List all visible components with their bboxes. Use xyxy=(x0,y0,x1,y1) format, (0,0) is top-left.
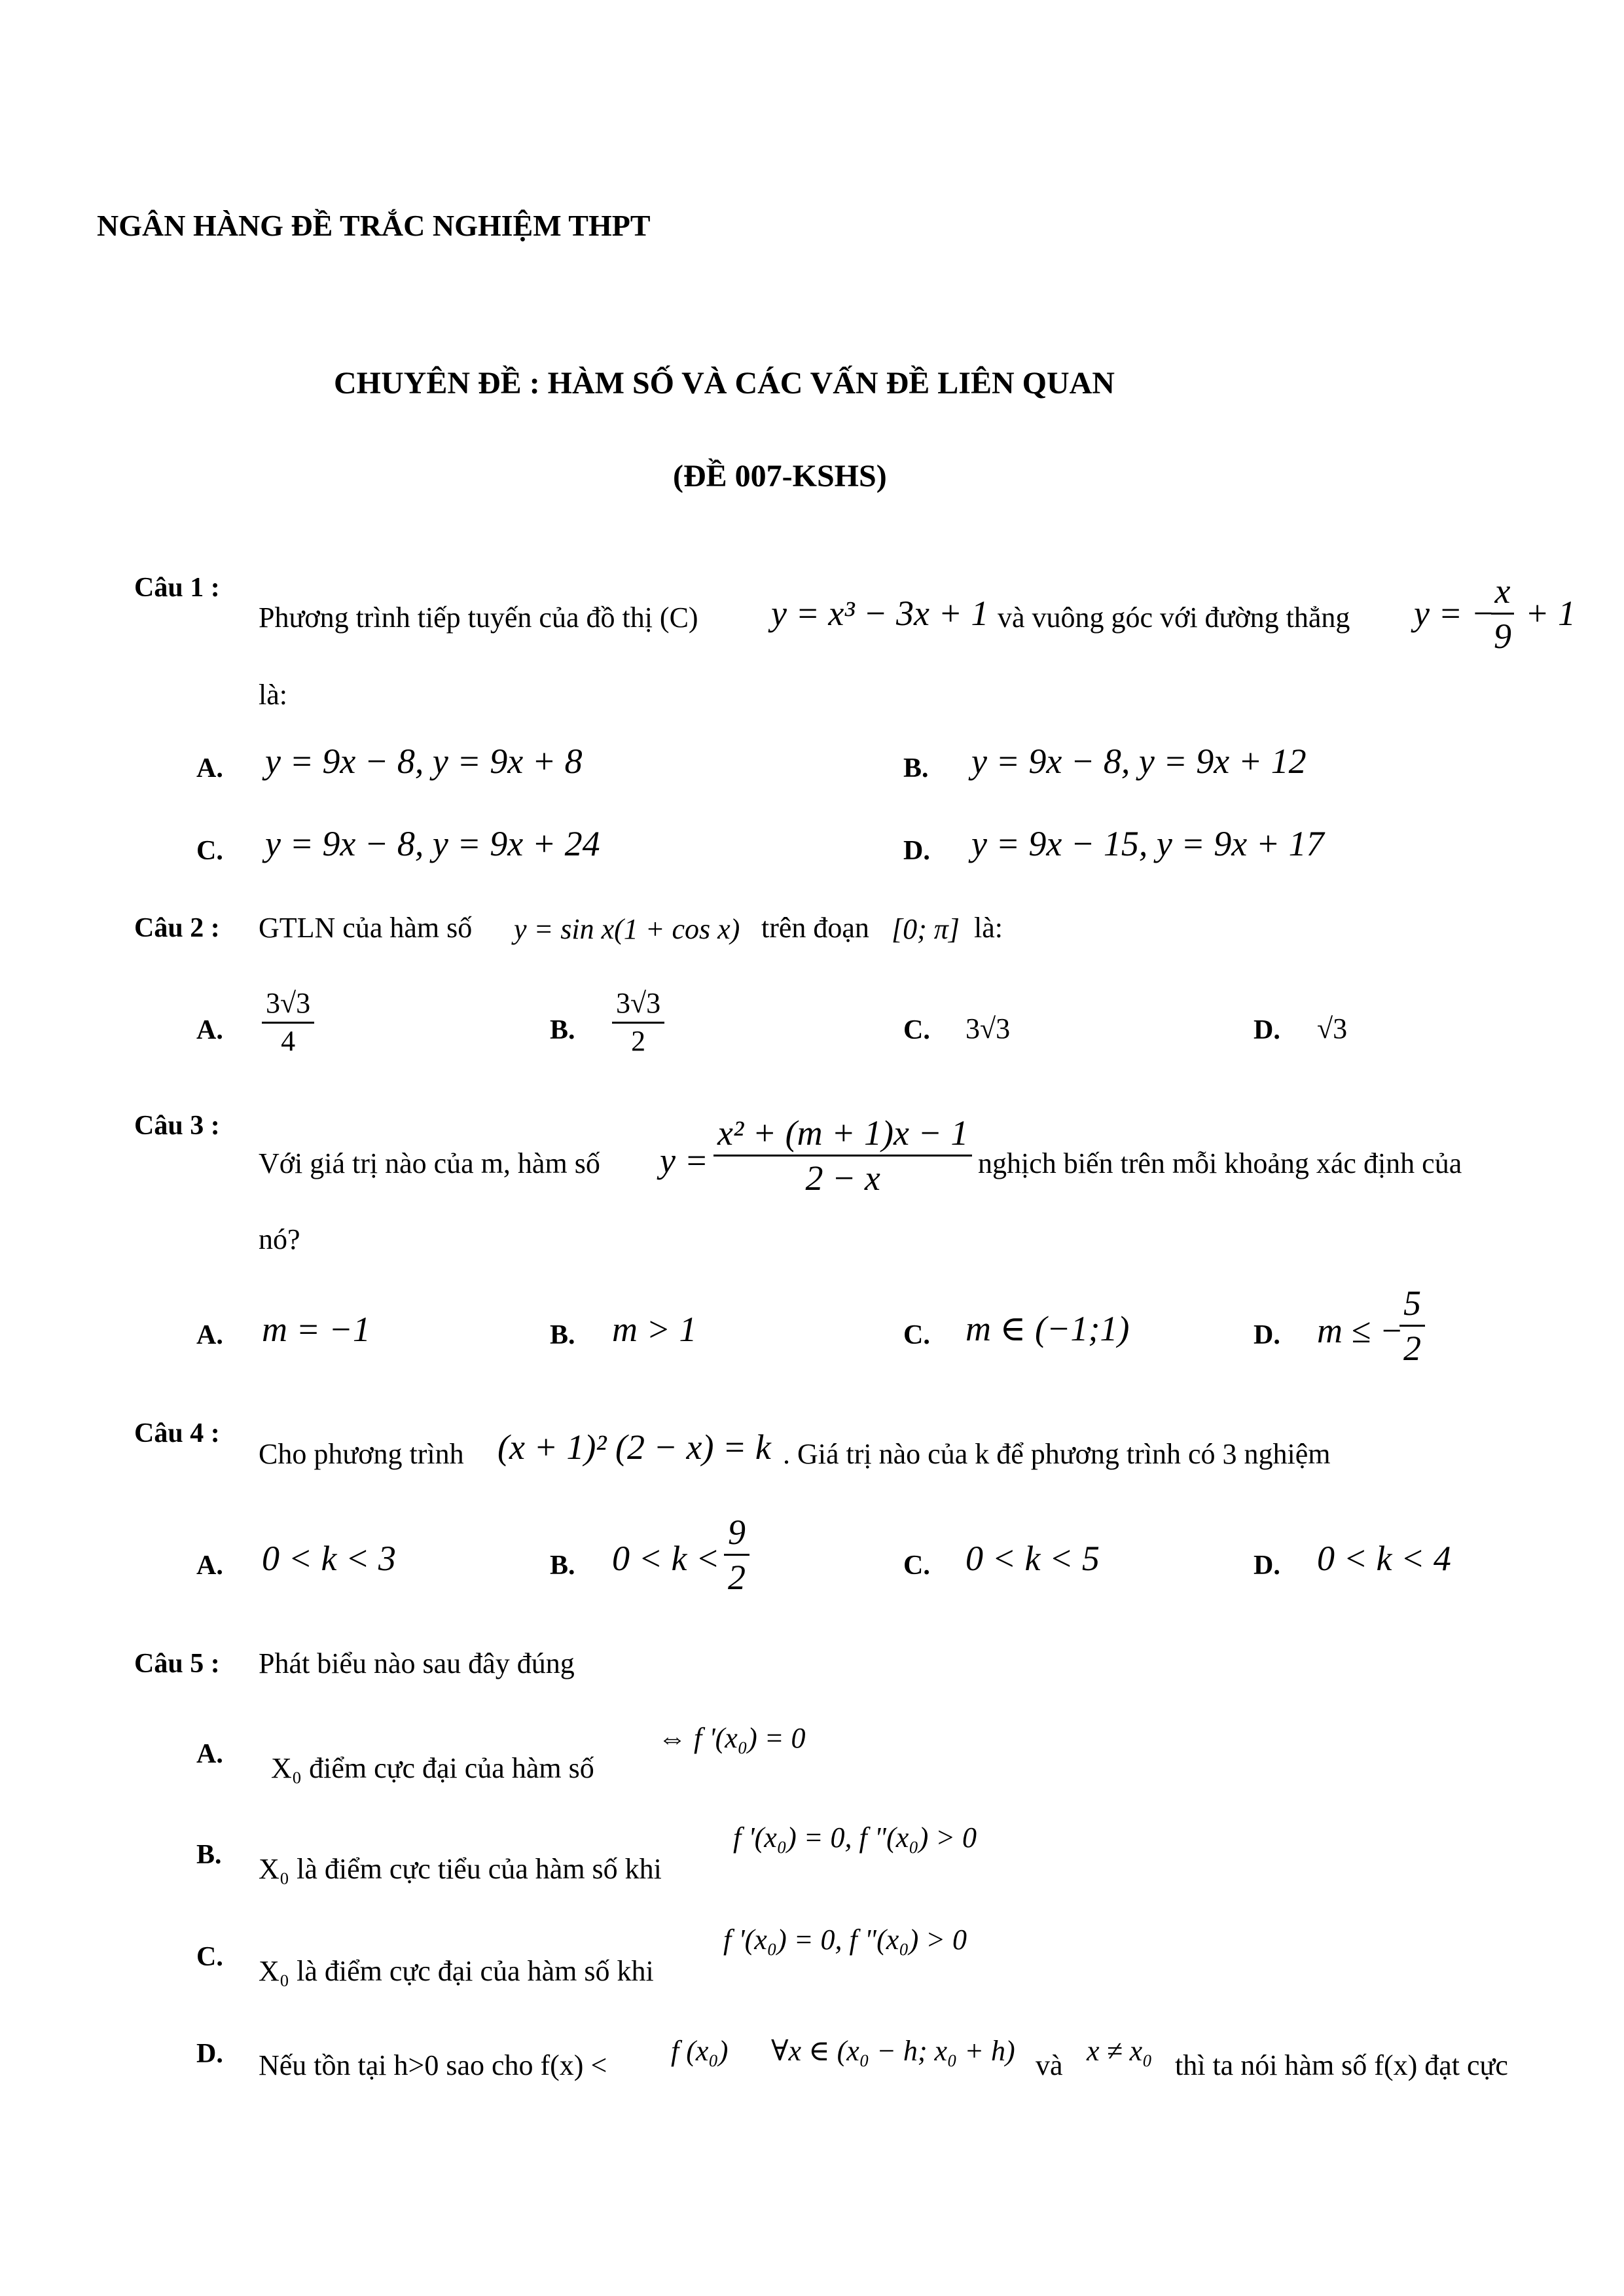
q5-option-d-f3: x ≠ x₀ xyxy=(1087,2035,1153,2067)
q1-text-c: là: xyxy=(259,679,287,711)
q5-option-a-text: X₀ điểm cực đại của hàm số xyxy=(271,1752,594,1784)
q1-line-lhs: y = − xyxy=(1414,594,1495,633)
q5-option-b-label: B. xyxy=(196,1840,222,1870)
q2-option-d: √3 xyxy=(1317,1013,1348,1045)
q4-label: Câu 4 : xyxy=(134,1418,220,1448)
q3-option-d-label: D. xyxy=(1254,1320,1280,1350)
q1-option-b-label: B. xyxy=(903,753,929,783)
q2-text-c: là: xyxy=(974,912,1003,944)
q4-option-b-label: B. xyxy=(550,1551,575,1581)
q4-text-b: . Giá trị nào của k để phương trình có 3 nghiệm xyxy=(783,1438,1331,1470)
q1-option-a-label: A. xyxy=(196,753,223,783)
q3-y-eq: y = xyxy=(660,1141,708,1180)
q3-fraction: $\frac{\text{x² + (m + 1)x − 1}}{2 - x}$ xyxy=(713,1113,972,1198)
q2-text-b: trên đoạn xyxy=(761,912,869,944)
q1-option-c-label: C. xyxy=(196,836,223,866)
q5-option-b-text: X₀ là điểm cực tiểu của hàm số khi xyxy=(259,1853,662,1885)
q1-option-a: y = 9x − 8, y = 9x + 8 xyxy=(265,742,583,781)
q3-text-b: nghịch biến trên mỗi khoảng xác định của xyxy=(978,1147,1462,1179)
q1-option-c: y = 9x − 8, y = 9x + 24 xyxy=(265,824,600,863)
q5-option-d-label: D. xyxy=(196,2039,223,2069)
q4-option-d-label: D. xyxy=(1254,1551,1280,1581)
q3-text-a: Với giá trị nào của m, hàm số xyxy=(259,1147,600,1179)
topic-title: CHUYÊN ĐỀ : HÀM SỐ VÀ CÁC VẤN ĐỀ LIÊN QUAN xyxy=(334,366,1115,401)
q3-option-b-label: B. xyxy=(550,1320,575,1350)
q1-line-frac: $\frac{x}{9}$ xyxy=(1490,571,1515,656)
q3-option-c-label: C. xyxy=(903,1320,930,1350)
q3-option-c: m ∈ (−1;1) xyxy=(965,1309,1130,1348)
exam-code: (ĐỀ 007-KSHS) xyxy=(673,459,887,493)
q2-option-c: 3√3 xyxy=(965,1013,1011,1045)
q1-label: Câu 1 : xyxy=(134,573,220,603)
q5-option-a-label: A. xyxy=(196,1739,223,1769)
q3-option-a-label: A. xyxy=(196,1320,223,1350)
q5-option-d-f1: f (x₀) xyxy=(671,2035,729,2067)
bank-title: NGÂN HÀNG ĐỀ TRẮC NGHIỆM THPT xyxy=(97,209,651,242)
q2-option-b: $\frac{3√3}{2}$ xyxy=(612,987,664,1058)
q2-option-a-label: A. xyxy=(196,1015,223,1045)
q4-text-a: Cho phương trình xyxy=(259,1438,464,1470)
q3-option-a: m = −1 xyxy=(262,1310,370,1349)
q4-option-c-label: C. xyxy=(903,1551,930,1581)
q3-option-d-frac: $\frac{5}{2}$ xyxy=(1399,1283,1425,1369)
q5-text: Phát biểu nào sau đây đúng xyxy=(259,1647,575,1679)
q2-option-c-label: C. xyxy=(903,1015,930,1045)
q2-interval: [0; π] xyxy=(892,913,960,945)
q3-option-d-lhs: m ≤ − xyxy=(1317,1311,1404,1350)
q2-option-d-label: D. xyxy=(1254,1015,1280,1045)
q4-option-d: 0 < k < 4 xyxy=(1317,1539,1451,1578)
q5-option-d-text-a: Nếu tồn tại h>0 sao cho f(x) < xyxy=(259,2049,607,2081)
q5-option-d-text-b: và xyxy=(1036,2049,1063,2081)
q5-option-b-formula: f '(x₀) = 0, f "(x₀) > 0 xyxy=(733,1821,977,1854)
q4-formula: (x + 1)² (2 − x) = k xyxy=(497,1427,771,1467)
q2-formula: y = sin x(1 + cos x) xyxy=(514,913,740,945)
q5-label: Câu 5 : xyxy=(134,1649,220,1679)
q2-option-a: $\frac{3√3}{4}$ xyxy=(262,987,314,1058)
q2-text-a: GTLN của hàm số xyxy=(259,912,473,944)
q1-text-b: và vuông góc với đường thẳng xyxy=(998,601,1350,634)
q5-option-a-formula: ⇔ f '(x₀) = 0 xyxy=(658,1722,806,1754)
q3-text-c: nó? xyxy=(259,1223,300,1255)
q4-option-a: 0 < k < 3 xyxy=(262,1539,396,1578)
q4-option-b-frac: $\frac{9}{2}$ xyxy=(724,1512,749,1598)
q3-label: Câu 3 : xyxy=(134,1111,220,1141)
q5-option-c-text: X₀ là điểm cực đại của hàm số khi xyxy=(259,1955,654,1987)
q4-option-a-label: A. xyxy=(196,1551,223,1581)
q2-label: Câu 2 : xyxy=(134,913,220,943)
q1-text-a: Phương trình tiếp tuyến của đồ thị (C) xyxy=(259,601,698,634)
q4-option-b-lhs: 0 < k < xyxy=(612,1539,720,1578)
q5-option-d-f2: ∀x ∈ (x₀ − h; x₀ + h) xyxy=(771,2035,1015,2067)
q4-option-c: 0 < k < 5 xyxy=(965,1539,1100,1578)
q5-option-c-formula: f '(x₀) = 0, f "(x₀) > 0 xyxy=(723,1924,967,1956)
q5-option-c-label: C. xyxy=(196,1942,223,1972)
q1-curve-formula: y = x³ − 3x + 1 xyxy=(771,594,989,633)
q2-option-b-label: B. xyxy=(550,1015,575,1045)
q1-option-d: y = 9x − 15, y = 9x + 17 xyxy=(971,824,1324,863)
q1-option-b: y = 9x − 8, y = 9x + 12 xyxy=(971,742,1307,781)
q3-option-b: m > 1 xyxy=(612,1310,697,1349)
q1-option-d-label: D. xyxy=(903,836,930,866)
q1-line-rhs: + 1 xyxy=(1525,594,1576,633)
q5-option-d-text-c: thì ta nói hàm số f(x) đạt cực xyxy=(1175,2049,1508,2081)
